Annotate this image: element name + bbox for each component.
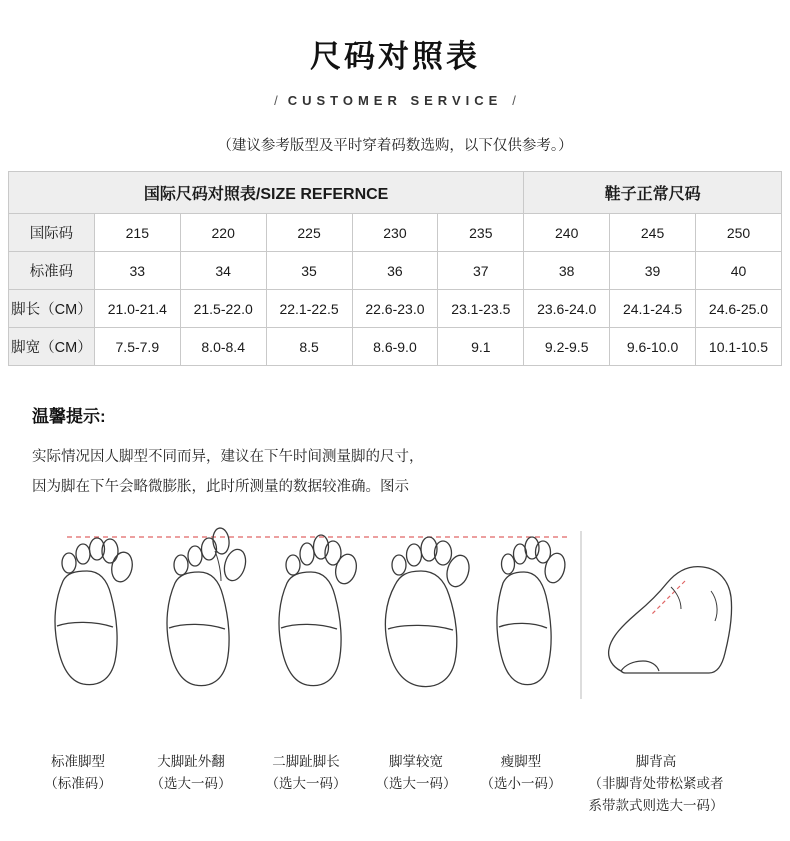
cell-intl-245: 245 bbox=[610, 214, 696, 252]
tips-line-1: 实际情况因人脚型不同而异，建议在下午时间测量脚的尺寸， bbox=[32, 449, 424, 466]
cell-intl-230: 230 bbox=[352, 214, 438, 252]
cell-std-36: 36 bbox=[352, 252, 438, 290]
caption-high-instep bbox=[556, 751, 756, 818]
caption-narrow-line1: 瘦脚型 bbox=[500, 753, 542, 769]
size-table-body bbox=[9, 214, 782, 366]
row-label-international-code: 国际码 bbox=[9, 214, 95, 252]
feet-diagram bbox=[0, 521, 790, 751]
group-header-normal: 鞋子正常尺码 bbox=[524, 172, 782, 214]
cell-wid-7: 9.6-10.0 bbox=[610, 328, 696, 366]
cell-len-2: 21.5-22.0 bbox=[180, 290, 266, 328]
tips-line-2: 因为脚在下午会略微膨胀，此时所测量的数据较准确。图示 bbox=[32, 478, 409, 495]
cell-std-35: 35 bbox=[266, 252, 352, 290]
page-title: 尺码对照表 bbox=[310, 39, 480, 74]
cell-std-38: 38 bbox=[524, 252, 610, 290]
caption-long-second-toe bbox=[241, 751, 371, 796]
cell-intl-225: 225 bbox=[266, 214, 352, 252]
cell-len-6: 23.6-24.0 bbox=[524, 290, 610, 328]
cell-intl-235: 235 bbox=[438, 214, 524, 252]
cell-len-7: 24.1-24.5 bbox=[610, 290, 696, 328]
subtitle-text: CUSTOMER SERVICE bbox=[287, 93, 503, 109]
feet-illustration-svg bbox=[25, 521, 765, 706]
cell-wid-5: 9.1 bbox=[438, 328, 524, 366]
caption-narrow-line2: （选小一码） bbox=[480, 775, 562, 791]
table-group-header-row bbox=[9, 172, 782, 214]
cell-std-37: 37 bbox=[438, 252, 524, 290]
caption-long-second-toe-line1: 二脚趾脚长 bbox=[272, 753, 340, 769]
instep-guide-icon bbox=[651, 581, 685, 615]
cell-wid-8: 10.1-10.5 bbox=[696, 328, 782, 366]
caption-wide-line1: 脚掌较宽 bbox=[389, 753, 443, 769]
caption-bunion-line1: 大脚趾外翻 bbox=[157, 753, 225, 769]
caption-standard-line2: （标准码） bbox=[44, 775, 112, 791]
slash-left-icon: / bbox=[274, 93, 278, 109]
tips-title: 温馨提示: bbox=[32, 407, 106, 427]
table-row bbox=[9, 328, 782, 366]
cell-std-40: 40 bbox=[696, 252, 782, 290]
foot-wide bbox=[385, 537, 472, 687]
foot-high-instep bbox=[609, 566, 732, 672]
size-table-head bbox=[9, 172, 782, 214]
caption-long-second-toe-line2: （选大一码） bbox=[265, 775, 347, 791]
caption-wide-line2: （选大一码） bbox=[375, 775, 457, 791]
caption-high-instep-line1: 脚背高 bbox=[635, 753, 677, 769]
cell-wid-1: 7.5-7.9 bbox=[94, 328, 180, 366]
cell-wid-6: 9.2-9.5 bbox=[524, 328, 610, 366]
size-table-wrap bbox=[0, 171, 790, 366]
row-label-foot-width: 脚宽（CM） bbox=[9, 328, 95, 366]
table-row bbox=[9, 290, 782, 328]
cell-intl-250: 250 bbox=[696, 214, 782, 252]
feet-captions bbox=[0, 751, 790, 841]
cell-wid-4: 8.6-9.0 bbox=[352, 328, 438, 366]
cell-len-4: 22.6-23.0 bbox=[352, 290, 438, 328]
caption-high-instep-line2: （非脚背处带松紧或者 bbox=[588, 775, 724, 791]
foot-bunion bbox=[167, 527, 249, 685]
tips-body bbox=[32, 443, 790, 502]
table-row bbox=[9, 214, 782, 252]
caption-standard-line1: 标准脚型 bbox=[51, 753, 105, 769]
row-label-standard-code: 标准码 bbox=[9, 252, 95, 290]
slash-right-icon: / bbox=[512, 93, 516, 109]
subtitle-row bbox=[0, 93, 790, 108]
foot-standard bbox=[55, 538, 135, 685]
table-row bbox=[9, 252, 782, 290]
cell-len-5: 23.1-23.5 bbox=[438, 290, 524, 328]
size-table bbox=[8, 171, 782, 366]
cell-len-8: 24.6-25.0 bbox=[696, 290, 782, 328]
caption-high-instep-line3: 系带款式则选大一码） bbox=[588, 798, 724, 814]
caption-bunion bbox=[126, 751, 256, 796]
caption-bunion-line2: （选大一码） bbox=[150, 775, 232, 791]
cell-std-39: 39 bbox=[610, 252, 696, 290]
cell-std-34: 34 bbox=[180, 252, 266, 290]
caption-standard bbox=[18, 751, 138, 796]
row-label-foot-length: 脚长（CM） bbox=[9, 290, 95, 328]
cell-len-3: 22.1-22.5 bbox=[266, 290, 352, 328]
cell-len-1: 21.0-21.4 bbox=[94, 290, 180, 328]
cell-std-33: 33 bbox=[94, 252, 180, 290]
cell-intl-240: 240 bbox=[524, 214, 610, 252]
foot-narrow bbox=[497, 537, 568, 685]
cell-intl-220: 220 bbox=[180, 214, 266, 252]
cell-wid-3: 8.5 bbox=[266, 328, 352, 366]
cell-wid-2: 8.0-8.4 bbox=[180, 328, 266, 366]
foot-long-second-toe bbox=[279, 535, 359, 686]
purchase-note: （建议参考版型及平时穿着码数选购，以下仅供参考。） bbox=[217, 138, 573, 155]
group-header-international: 国际尺码对照表/SIZE REFERNCE bbox=[9, 172, 524, 214]
cell-intl-215: 215 bbox=[94, 214, 180, 252]
